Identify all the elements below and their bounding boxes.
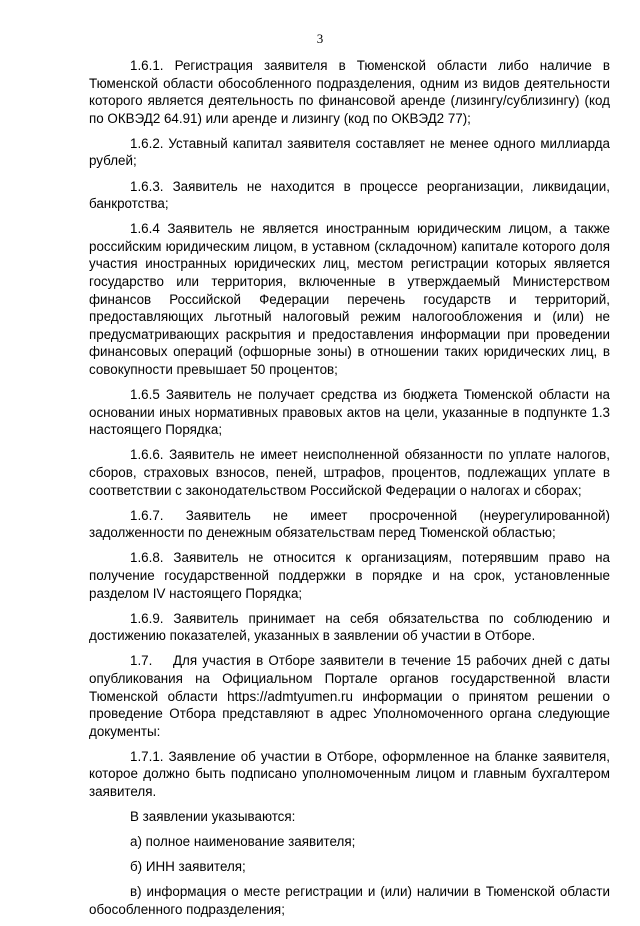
- paragraph-1-7: 1.7. Для участия в Отборе заявители в течение 15 рабочих дней с даты опубликования на Официальном Портале органов государственной власти Тюменской области https://admtyumen.ru информации о принятом решении о проведение Отбора представляют в адрес Уполномоченного органа следующие документы:: [89, 653, 614, 739]
- paragraph-application-contents: В заявлении указываются:: [130, 809, 296, 825]
- paragraph-1-6-4: 1.6.4 Заявитель не является иностранным юридическим лицом, а также российским юридическим лицом, в уставном (складочном) капитале которого доля участия иностранных юридических лиц, местом регистрации которых является государство или территория, включенные в утверждаемый Министерством финансов Российской Федерации перечень государств и территорий, предоставляющих льготный налоговый режим налогообложения и (или) не предусматривающих раскрытия и предоставления информации при проведении финансовых операций (офшорные зоны) в отношении таких юридических лиц, в совокупности превышает 50 процентов;: [89, 221, 610, 377]
- paragraph-1-6-6: 1.6.6. Заявитель не имеет неисполненной обязанности по уплате налогов, сборов, страховых взносов, пеней, штрафов, процентов, подлежащих уплате в соответствии с законодательством Российской Федерации о налогах и сборах;: [89, 447, 610, 498]
- paragraph-1-6-8: 1.6.8. Заявитель не относится к организациям, потерявшим право на получение государственной поддержки в порядке и на срок, установленные разделом IV настоящего Порядка;: [89, 550, 610, 601]
- paragraph-1-7-1: 1.7.1. Заявление об участии в Отборе, оформленное на бланке заявителя, которое должно быть подписано уполномоченным лицом и главным бухгалтером заявителя.: [89, 748, 610, 799]
- page-number: 3: [316, 31, 324, 46]
- paragraph-1-6-7: 1.6.7. Заявитель не имеет просроченной (неурегулированной) задолженности по денежным обязательствам перед Тюменской областью;: [89, 507, 610, 541]
- paragraph-1-6-5: 1.6.5 Заявитель не получает средства из бюджета Тюменской области на основании иных нормативных правовых актов на цели, указанные в подпункте 1.3 настоящего Порядка;: [89, 387, 610, 438]
- paragraph-1-6-2: 1.6.2. Уставный капитал заявителя составляет не менее одного миллиарда рублей;: [89, 135, 610, 169]
- document-body: [89, 57, 614, 926]
- list-item-v: в) информация о месте регистрации и (или) наличии в Тюменской области обособленного подразделения;: [89, 884, 610, 917]
- paragraph-1-6-3: 1.6.3. Заявитель не находится в процессе реорганизации, ликвидации, банкротства;: [89, 178, 610, 212]
- list-item-a: а) полное наименование заявителя;: [130, 834, 356, 850]
- paragraph-1-6-9: 1.6.9. Заявитель принимает на себя обязательства по соблюдению и достижению показателей, указанных в заявлении об участии в Отборе.: [89, 610, 610, 644]
- list-item-b: б) ИНН заявителя;: [130, 859, 246, 875]
- paragraph-1-6-1: 1.6.1. Регистрация заявителя в Тюменской области либо наличие в Тюменской области обособленного подразделения, одним из видов деятельности которого является деятельность по финансовой аренде (лизингу/сублизингу) (код по ОКВЭД2 64.91) или аренде и лизингу (код по ОКВЭД2 77);: [89, 58, 610, 126]
